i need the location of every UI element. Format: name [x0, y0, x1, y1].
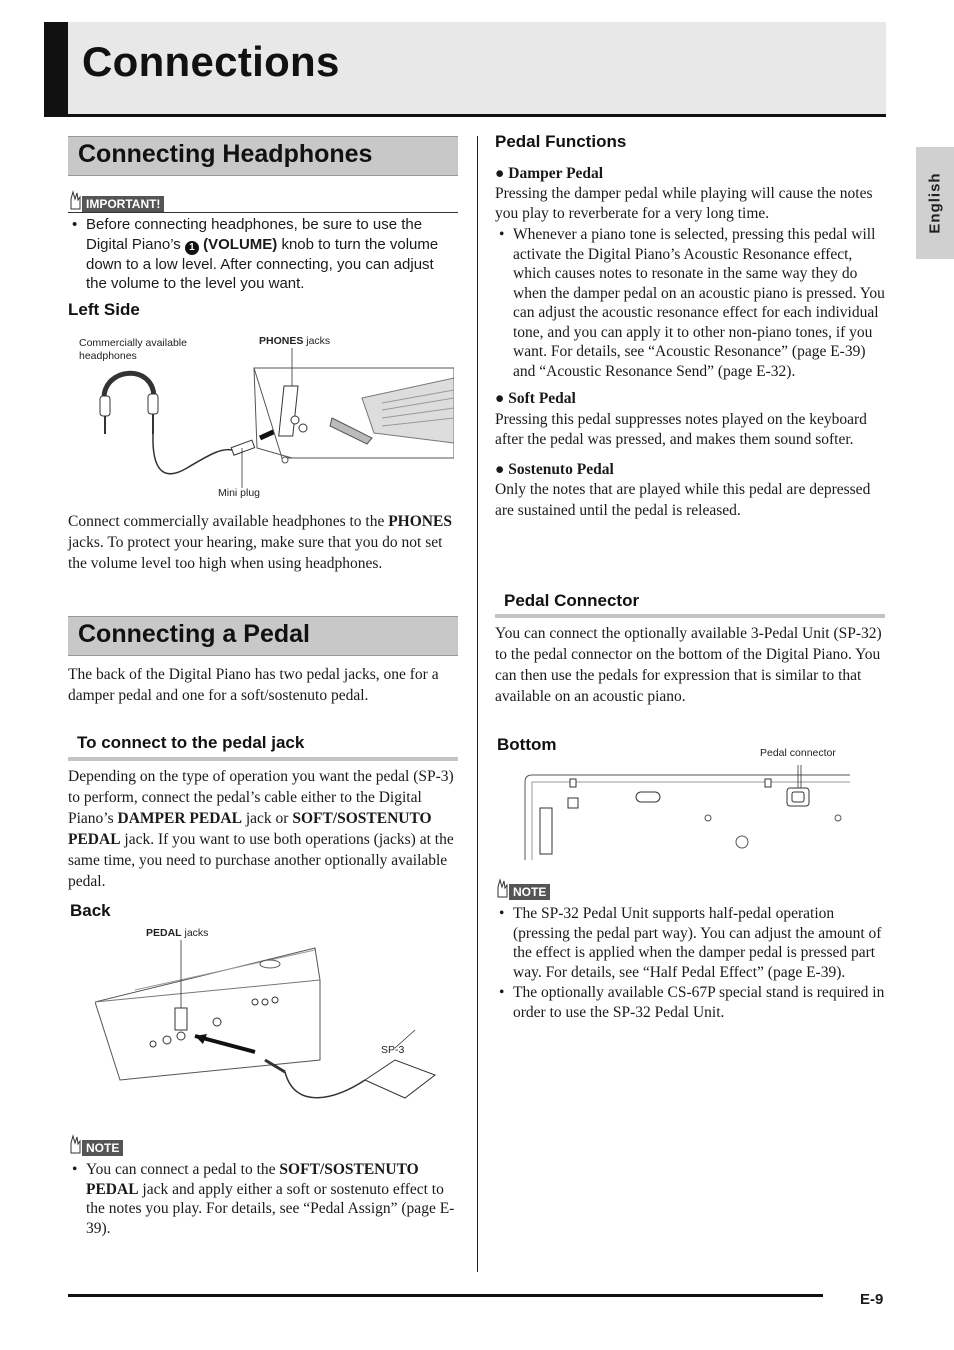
caption-phones-jacks: PHONES jacks [259, 335, 331, 347]
page-title: Connections [82, 38, 340, 85]
pedal-back-illustration [95, 940, 455, 1120]
note-hand-icon [68, 1134, 82, 1154]
important-header [68, 190, 458, 213]
pedal-note-bullet: • You can connect a pedal to the SOFT/SOSTENUTO PEDAL jack and apply either a soft or sostenuto effect to the notes you play. For details, see “Pedal Assign” (page E-39). [72, 1161, 455, 1237]
caption-mini-plug: Mini plug [218, 487, 261, 499]
section-heading-headphones [68, 136, 458, 176]
language-tab [916, 147, 954, 259]
hand-icon [68, 190, 82, 210]
section-heading-pedal-text: Connecting a Pedal [78, 620, 310, 648]
caption-pedal-jacks: PEDAL jacks [146, 927, 209, 939]
soft-pedal-item: ● Soft Pedal Pressing this pedal suppresses notes played on the keyboard after the pedal was pressed, and makes them sound softer. [495, 390, 867, 448]
section-heading-pedal [68, 616, 458, 656]
damper-pedal-item: ● Damper Pedal Pressing the damper pedal while playing will cause the notes you play to reverberate for a very long time. [495, 165, 873, 222]
pedal-intro: The back of the Digital Piano has two pedal jacks, one for a damper pedal and one for a soft/sostenuto pedal. [68, 666, 439, 704]
headphones-illustration [92, 348, 454, 488]
pedal-functions-block [495, 164, 885, 521]
subheading-rule [68, 757, 458, 761]
page-number: E-9 [860, 1291, 884, 1308]
back-label: Back [70, 901, 111, 920]
note-badge: NOTE [82, 1140, 123, 1156]
sostenuto-pedal-title: ● Sostenuto Pedal [495, 460, 614, 478]
connect-pedal-paragraph: Depending on the type of operation you want the pedal (SP-3) to perform, connect the pedal’s cable either to the Digital Piano’s DAMPER PEDAL jack or SOFT/SOSTENUTO PEDAL jack. If you want to use both operations (jacks) at the same time, you need to purchase another optionally available pedal. [68, 768, 454, 890]
sostenuto-pedal-item: ● Sostenuto Pedal Only the notes that are played while this pedal are depressed are sustained until the pedal is released. [495, 460, 871, 519]
volume-number-icon: 1 [185, 241, 199, 255]
damper-pedal-title: ● Damper Pedal [495, 165, 604, 182]
pedal-functions-heading: Pedal Functions [495, 132, 627, 151]
important-block [68, 190, 458, 294]
section-heading-headphones-text: Connecting Headphones [78, 140, 373, 168]
footer-rule [68, 1294, 823, 1297]
title-bar [44, 22, 886, 117]
connector-note-hand-icon [495, 878, 509, 898]
pedal-note [68, 1134, 458, 1238]
column-divider [477, 136, 478, 1272]
pedal-connector-rule [495, 614, 885, 618]
left-side-label: Left Side [68, 300, 140, 319]
soft-pedal-title: ● Soft Pedal [495, 390, 576, 407]
headphones-paragraph: Connect commercially available headphones to the PHONES jacks. To protect your hearing, make sure that you do not set the volume level too high when using headphones. [68, 513, 452, 572]
bullet-dot: • [72, 216, 78, 233]
language-tab-label: English [926, 172, 944, 234]
caption-sp3: SP-3 [381, 1044, 405, 1056]
subheading-connect-pedal-jack: To connect to the pedal jack [77, 733, 305, 752]
bottom-view-illustration [520, 760, 850, 860]
title-accent-bar [44, 22, 68, 114]
connector-note-badge: NOTE [509, 884, 550, 900]
important-badge: IMPORTANT! [82, 196, 164, 212]
connector-note [495, 878, 885, 1022]
caption-headphones: Commercially available headphones [79, 337, 187, 362]
important-bullet: • Before connecting headphones, be sure to use the Digital Piano’s 1 (VOLUME) knob to turn the volume down to a low level. After connecting, you can adjust the volume to the level you want. [72, 216, 439, 292]
bottom-label: Bottom [497, 735, 557, 754]
caption-pedal-connector: Pedal connector [760, 747, 836, 759]
connector-note-bullet-1: • The SP-32 Pedal Unit supports half-pedal operation (pressing the pedal part way). You can adjust the amount of the effect is applied when the damper pedal is pressed part way. For details, see “Half Pedal Effect” (page E-39). [499, 905, 882, 981]
damper-pedal-bullet: • Whenever a piano tone is selected, pressing this pedal will activate the Digital Piano’s Acoustic Resonance effect, which causes notes to resonate in the same way they do when the damper pedal on an acoustic piano is pressed. You can adjust the acoustic resonance effect for each individual tone, and you can apply it to other non-piano tones, if you want. For details, see “Acoustic Resonance” (page E-39) and “Acoustic Resonance Send” (page E-32). [499, 226, 885, 380]
connector-note-bullet-2: • The optionally available CS-67P special stand is required in order to use the SP-32 Pedal Unit. [499, 984, 885, 1021]
pedal-connector-paragraph: You can connect the optionally available 3-Pedal Unit (SP-32) to the pedal connector on the bottom of the Digital Piano. You can then use the pedals for expression that is similar to that available on an acoustic piano. [495, 625, 882, 705]
pedal-connector-heading: Pedal Connector [504, 591, 640, 610]
